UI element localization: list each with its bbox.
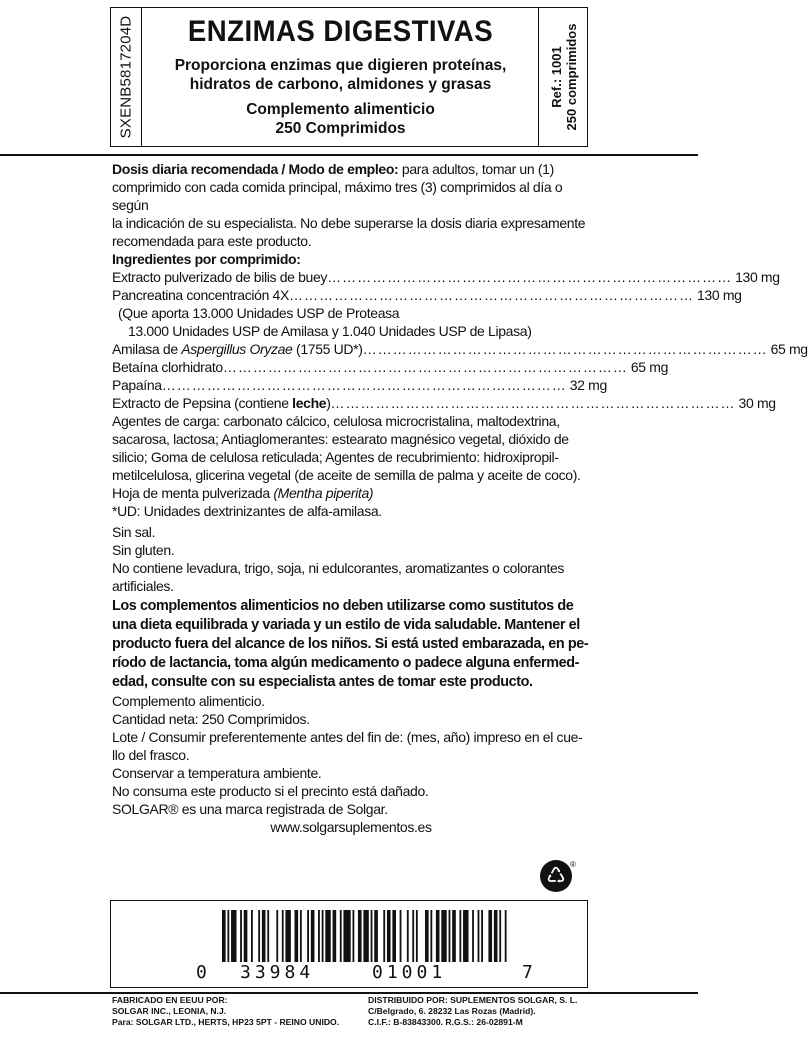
ref-text: Ref.: 1001 250 comprimidos — [548, 23, 579, 131]
barcode-bar — [307, 910, 309, 962]
barcode-digits-3: 01001 — [372, 962, 447, 983]
divider-bottom — [0, 992, 698, 994]
info-lote-1: Lote / Consumir preferentemente antes del fin de: (mes, año) impreso en el cue- — [112, 729, 583, 745]
ref-panel — [538, 7, 588, 147]
barcode-bar — [244, 910, 248, 962]
barcode-bar — [452, 910, 456, 962]
barcode-digit-4: 7 — [522, 962, 537, 983]
barcode-bar — [311, 910, 315, 962]
barcode-bar — [407, 910, 409, 962]
manufacturer-info: FABRICADO EN EEUU POR: SOLGAR INC., LEONIA, N.J. Para: SOLGAR LTD., HERTS, HP23 5PT - REINO UNIDO. — [112, 995, 340, 1027]
barcode-bar — [449, 910, 451, 962]
info-complemento: Complemento alimenticio. — [112, 693, 265, 709]
barcode-bar — [488, 910, 492, 962]
barcode-bar — [505, 910, 507, 962]
barcode-bar — [231, 910, 236, 962]
distributor-info: DISTRIBUIDO POR: SUPLEMENTOS SOLGAR, S. L. C/Belgrado, 6. 28232 Las Rozas (Madrid). C.I.F.: B-83843300. R.G.S.: 26-02891-M — [368, 995, 578, 1027]
barcode-bar — [240, 910, 242, 962]
product-title: ENZIMAS DIGESTIVAS — [187, 15, 494, 48]
barcode-bar — [441, 910, 446, 962]
no-contiene-2: artificiales. — [112, 578, 174, 594]
barcode-bar — [412, 910, 414, 962]
product-type: Complemento alimenticio — [246, 101, 435, 118]
sin-sal: Sin sal. — [112, 524, 156, 540]
barcode-bar — [318, 910, 320, 962]
barcode-bar — [478, 910, 480, 962]
barcode-bar — [340, 910, 342, 962]
ud-note: *UD: Unidades dextrinizantes de alfa-amilasa. — [112, 503, 382, 519]
excipients-3: silicio; Goma de celulosa reticulada; Agentes de recubrimiento: hidroxipropil- — [112, 449, 559, 465]
subtitle-line-2: hidratos de carbono, almidones y grasas — [189, 76, 492, 93]
label-body — [112, 160, 808, 836]
ingredient-note-1: (Que aporta 13.000 Unidades USP de Proteasa — [118, 305, 400, 321]
sin-gluten: Sin gluten. — [112, 542, 175, 558]
barcode-bar — [333, 910, 337, 962]
barcode-bar — [363, 910, 368, 962]
barcode-bar — [383, 910, 385, 962]
barcode-bar — [322, 910, 324, 962]
info-no-consuma: No consuma este producto si el precinto está dañado. — [112, 783, 429, 799]
dosage-line-2: comprimido con cada comida principal, máximo tres (3) comprimidos al día o según — [112, 179, 563, 213]
barcode-bar — [282, 910, 284, 962]
barcode-bar — [343, 910, 350, 962]
barcode-bar — [325, 910, 330, 962]
ingredient-row: Pancreatina concentración 4X ……………………………………………………………………… 130 mg — [112, 287, 742, 303]
barcode-bar — [400, 910, 402, 962]
ingredients-heading: Ingredientes por comprimido: — [112, 251, 301, 267]
barcode-bar — [459, 910, 461, 962]
subtitle-line-1: Proporciona enzimas que digieren proteínas, — [174, 57, 507, 74]
info-lote-2: llo del frasco. — [112, 747, 190, 763]
barcode-bar — [463, 910, 468, 962]
dosage-line-3: la indicación de su especialista. No debe superarse la dosis diaria expresamente — [112, 215, 586, 231]
barcode-bar — [295, 910, 299, 962]
header — [143, 7, 538, 138]
ingredient-row: Extracto de Pepsina (contiene leche) ……………………………………………………………………… 30 mg — [112, 395, 776, 411]
barcode-bar — [430, 910, 432, 962]
barcode-bar — [300, 910, 302, 962]
excipients-1: Agentes de carga: carbonato cálcico, celulosa microcristalina, maltodextrina, — [112, 413, 560, 429]
barcode-bar — [387, 910, 391, 962]
barcode-bar — [392, 910, 396, 962]
barcode-bar — [416, 910, 418, 962]
barcode-bar — [222, 910, 226, 962]
ingredient-row: Extracto pulverizado de bilis de buey ……………………………………………………………………… 130 mg — [112, 269, 780, 285]
barcode-bar — [494, 910, 498, 962]
ingredient-row: Papaína ……………………………………………………………………… 32 mg — [112, 377, 607, 393]
barcode-bar — [472, 910, 474, 962]
recycle-icon: ♺ — [540, 860, 572, 892]
ingredient-note-2: 13.000 Unidades USP de Amilasa y 1.040 Unidades USP de Lipasa) — [128, 323, 532, 339]
ingredient-row: Betaína clorhidrato ……………………………………………………………………… 65 mg — [112, 359, 669, 375]
registered-mark: ® — [570, 860, 576, 869]
barcode-bar — [227, 910, 229, 962]
barcode-bar — [276, 910, 278, 962]
barcode-bar — [358, 910, 362, 962]
barcode-bar — [251, 910, 253, 962]
info-cantidad: Cantidad neta: 250 Comprimidos. — [112, 711, 310, 727]
divider-top — [0, 154, 698, 156]
barcode-bar — [425, 910, 429, 962]
excipients-2: sacarosa, lactosa; Antiaglomerantes: estearato magnésico vegetal, dióxido de — [112, 431, 569, 447]
warning-block: Los complementos alimenticios no deben utilizarse como sustitutos de una dieta equilibrada y variada y un estilo de vida saludable. Mantener el producto fuera del alcance de los niños. Si está usted embarazada, en pe- ríodo de lactancia, toma algún medicamento o padece alguna enfermed- edad, consulte con su especialista antes de tomar este producto. — [112, 598, 589, 690]
barcode-bars — [222, 910, 512, 962]
barcode-bar — [258, 910, 260, 962]
barcode-bar — [374, 910, 378, 962]
side-code: SXENB5817204D — [117, 15, 134, 139]
info-solgar: SOLGAR® es una marca registrada de Solgar. — [112, 801, 388, 817]
website: www.solgarsuplementos.es — [270, 819, 432, 835]
barcode-bar — [371, 910, 373, 962]
barcode-bar — [481, 910, 483, 962]
barcode-bar — [436, 910, 440, 962]
dosage-line-4: recomendada para este producto. — [112, 233, 312, 249]
no-contiene-1: No contiene levadura, trigo, soja, ni edulcorantes, aromatizantes o colorantes — [112, 560, 565, 576]
barcode-bar — [262, 910, 266, 962]
barcode-bar — [285, 910, 290, 962]
ingredient-row: Amilasa de Aspergillus Oryzae (1755 UD*) ……………………………………………………………………… 65 mg — [112, 341, 808, 357]
info-conservar: Conservar a temperatura ambiente. — [112, 765, 322, 781]
product-count: 250 Comprimidos — [275, 120, 406, 137]
menta-line: Hoja de menta pulverizada (Mentha piperita) — [112, 485, 374, 501]
barcode-digit-1: 0 — [196, 962, 211, 983]
dosage-line-1: Dosis diaria recomendada / Modo de empleo: para adultos, tomar un (1) — [112, 161, 554, 177]
barcode-bar — [353, 910, 355, 962]
dosage-label: Dosis diaria recomendada / Modo de empleo: — [112, 161, 399, 177]
barcode-bar — [499, 910, 501, 962]
excipients-4: metilcelulosa, glicerina vegetal (de aceite de semilla de palma y aceite de coco). — [112, 467, 581, 483]
side-code-panel — [110, 7, 142, 147]
barcode-bar — [267, 910, 269, 962]
barcode-digits-2: 33984 — [240, 962, 315, 983]
